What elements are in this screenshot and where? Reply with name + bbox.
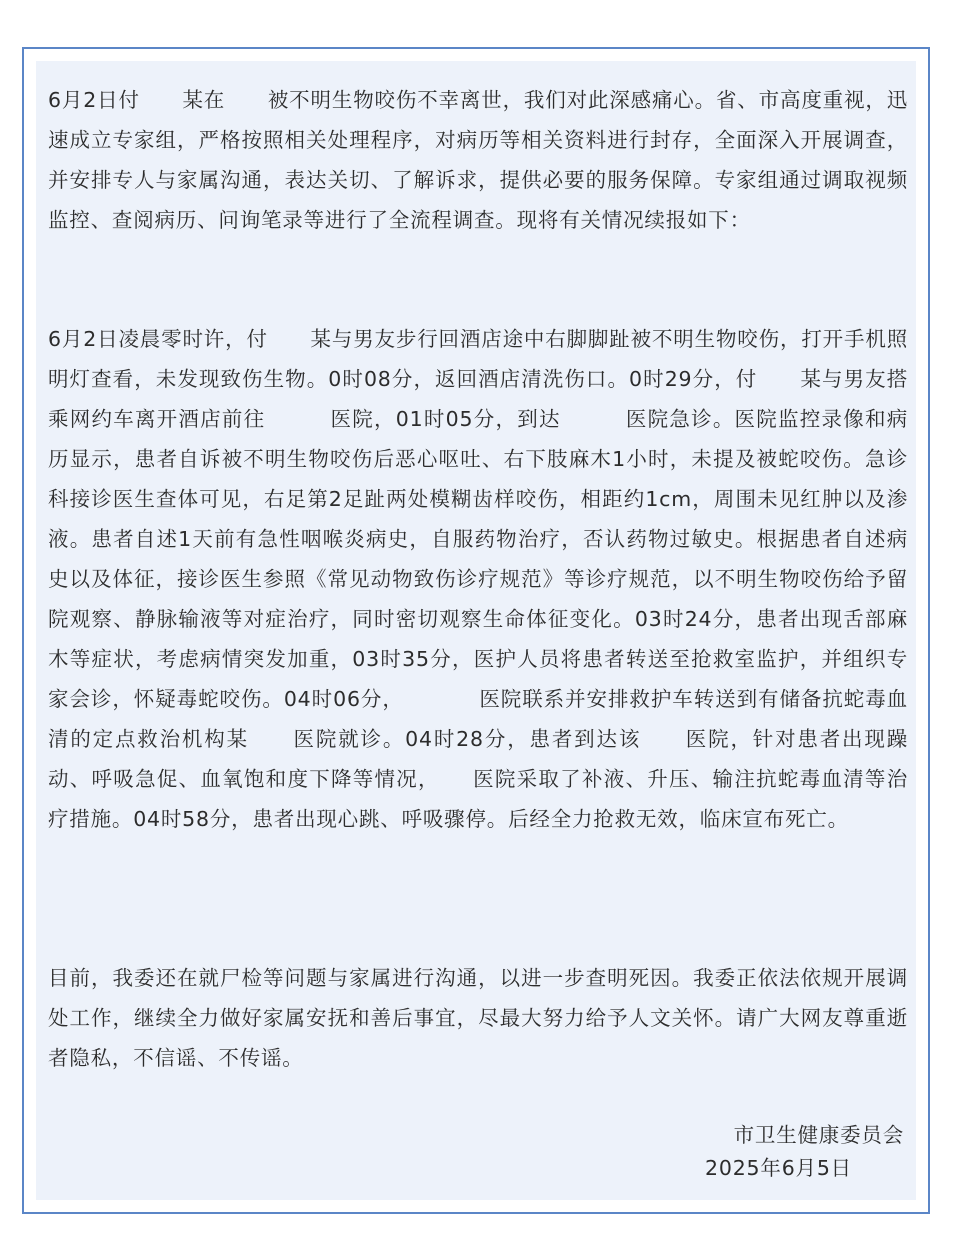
document-frame (22, 47, 930, 1214)
document-paper (36, 61, 916, 1200)
signature-date: 2025年6月5日 (705, 1156, 852, 1180)
paragraph-timeline: 6月2日凌晨零时许，付 某与男友步行回酒店途中右脚脚趾被不明生物咬伤，打开手机照明灯查看，未发现致伤生物。0时08分，返回酒店清洗伤口。0时29分，付 某与男友搭乘网约车离开酒店前往 医院，01时05分，到达 医院急诊。医院监控录像和病历显示，患者自诉被不明生物咬伤后恶心呕吐、右下肢麻木1小时，未提及被蛇咬伤。急诊科接诊医生查体可见，右足第2足趾两处模糊齿样咬伤，相距约1cm，周围未见红肿以及渗液。患者自述1天前有急性咽喉炎病史，自服药物治疗，否认药物过敏史。根据患者自述病史以及体征，接诊医生参照《常见动物致伤诊疗规范》等诊疗规范，以不明生物咬伤给予留院观察、静脉输液等对症治疗，同时密切观察生命体征变化。03时24分，患者出现舌部麻木等症状，考虑病情突发加重，03时35分，医护人员将患者转送至抢救室监护，并组织专家会诊，怀疑毒蛇咬伤。04时06分， 医院联系并安排救护车转送到有储备抗蛇毒血清的定点救治机构某 医院就诊。04时28分，患者到达该 医院，针对患者出现躁动、呼吸急促、血氧饱和度下降等情况， 医院采取了补液、升压、输注抗蛇毒血清等治疗措施。04时58分，患者出现心跳、呼吸骤停。后经全力抢救无效，临床宣布死亡。 (48, 327, 908, 831)
paragraph-intro: 6月2日付 某在 被不明生物咬伤不幸离世，我们对此深感痛心。省、市高度重视，迅速成立专家组，严格按照相关处理程序，对病历等相关资料进行封存，全面深入开展调查，并安排专人与家属沟通，表达关切、了解诉求，提供必要的服务保障。专家组通过调取视频监控、查阅病历、问询笔录等进行了全流程调查。现将有关情况续报如下： (48, 88, 908, 232)
signature-organization: 市卫生健康委员会 (733, 1123, 904, 1147)
paragraph-current-status: 目前，我委还在就尸检等问题与家属进行沟通，以进一步查明死因。我委正依法依规开展调处工作，继续全力做好家属安抚和善后事宜，尽最大努力给予人文关怀。请广大网友尊重逝者隐私，不信谣、不传谣。 (48, 966, 908, 1070)
